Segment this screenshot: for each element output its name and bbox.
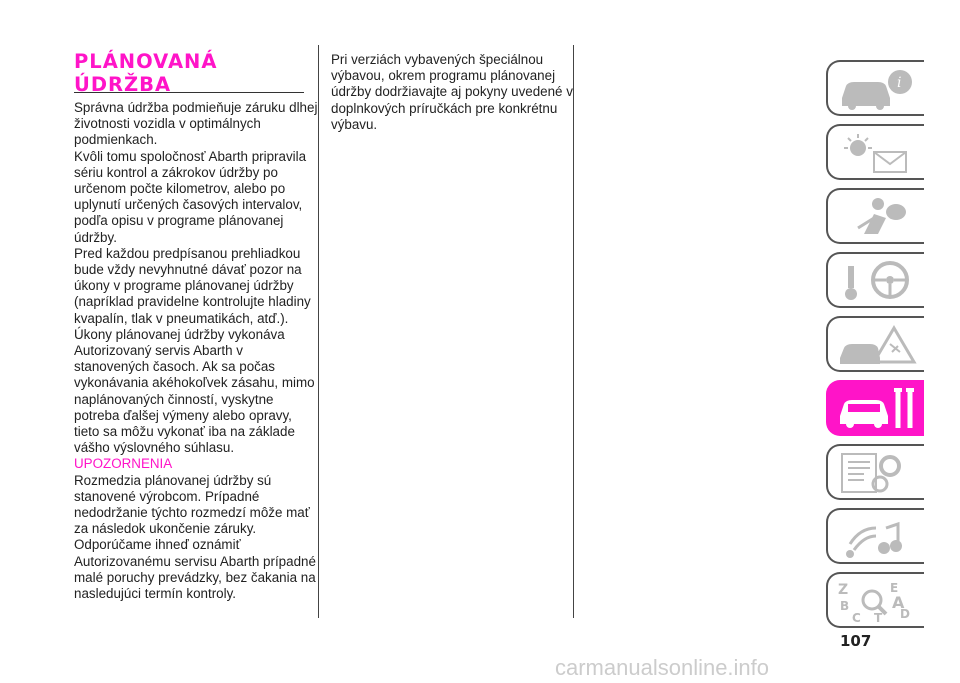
paragraph-warning-1: Rozmedzia plánovanej údržby sú stanovené výrobcom. Prípadné nedodržanie týchto rozmedzí môže mať za následok ukončenie záruky. bbox=[74, 472, 310, 537]
svg-text:i: i bbox=[897, 75, 902, 91]
tab-index[interactable] bbox=[826, 572, 924, 628]
paragraph-service: Úkony plánovanej údržby vykonáva Autorizovaný servis Abarth v stanovených časoch. Ak sa počas vykonávania akéhokoľvek zásahu, mimo naplánovaných činností, vyskytne potreba ďalšej výmeny alebo opravy, tieto sa môžu vykonať iba na základe vášho výslovného súhlasu. bbox=[74, 326, 315, 456]
seat-airbag-icon bbox=[834, 194, 918, 240]
section-heading bbox=[74, 50, 217, 96]
warning-title: UPOZORNENIA bbox=[74, 456, 173, 472]
tab-starting-driving[interactable] bbox=[826, 252, 924, 308]
column-divider-1 bbox=[318, 45, 319, 618]
paragraph-warning-2: Odporúčame ihneď oznámiť Autorizovanému servisu Abarth prípadné malé poruchy prevádzky, bez čakania na nasledujúci termín kontroly. bbox=[74, 537, 316, 602]
svg-text:T: T bbox=[874, 611, 883, 624]
page-number: 107 bbox=[840, 632, 872, 650]
tab-safety[interactable] bbox=[826, 188, 924, 244]
svg-text:E: E bbox=[890, 581, 899, 595]
tab-emergency[interactable] bbox=[826, 316, 924, 372]
text-column-2 bbox=[331, 52, 575, 133]
heading-line-1: PLÁNOVANÁ bbox=[74, 50, 218, 73]
key-steering-wheel-icon bbox=[834, 258, 918, 304]
text-column-1 bbox=[74, 100, 318, 602]
tab-car-info[interactable] bbox=[826, 60, 924, 116]
watermark: carmanualsonline.info bbox=[555, 655, 770, 680]
column-divider-2 bbox=[573, 45, 574, 618]
paragraph-intro: Správna údržba podmieňuje záruku dlhej životnosti vozidla v optimálnych podmienkach. bbox=[74, 100, 318, 148]
tab-maintenance[interactable] bbox=[826, 380, 924, 436]
svg-text:A: A bbox=[892, 593, 905, 612]
warning-light-mail-icon bbox=[834, 130, 918, 176]
signal-music-icon bbox=[834, 514, 918, 560]
car-wrench-icon bbox=[834, 386, 918, 432]
svg-text:D: D bbox=[900, 607, 910, 621]
paragraph-special-equipment: Pri verziách vybavených špeciálnou výbavou, okrem programu plánovanej údržby dodržiavajte aj pokyny uvedené v doplnkových príručkách pre konkrétnu výbavu. bbox=[331, 52, 573, 132]
tab-technical-data[interactable] bbox=[826, 444, 924, 500]
paragraph-inspection: Pred každou predpísanou prehliadkou bude vždy nevyhnutné dávať pozor na úkony v programe plánovanej údržby (napríklad pravidelne kontrolujte hladiny kvapalín, tlak v pneumatikách, atď.). bbox=[74, 245, 311, 326]
document-gear-icon bbox=[834, 450, 918, 496]
svg-text:Z: Z bbox=[838, 582, 849, 598]
tab-warning-lights[interactable] bbox=[826, 124, 924, 180]
paragraph-program: Kvôli tomu spoločnosť Abarth pripravila sériu kontrol a zákrokov údržby po určenom počte kilometrov, alebo po uplynutí určených časových intervalov, podľa opisu v programe plánovanej údržby. bbox=[74, 148, 307, 245]
alphabetical-index-icon bbox=[834, 578, 918, 624]
heading-underline bbox=[74, 92, 304, 93]
car-crash-warning-icon bbox=[834, 322, 918, 368]
tab-multimedia[interactable] bbox=[826, 508, 924, 564]
heading-line-2: ÚDRŽBA bbox=[74, 73, 172, 96]
car-info-icon bbox=[834, 66, 918, 112]
svg-text:C: C bbox=[852, 611, 861, 624]
svg-text:B: B bbox=[840, 599, 850, 613]
